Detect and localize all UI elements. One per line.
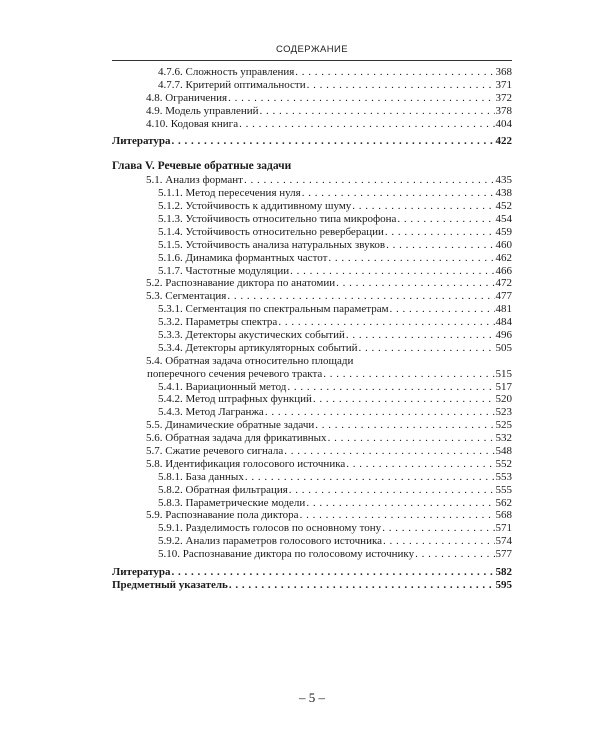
toc-entry-page: 520 — [495, 393, 512, 406]
leader-dots — [346, 329, 495, 342]
toc-entry-page: 484 — [495, 316, 512, 329]
toc-entry — [112, 316, 512, 329]
leader-dots — [386, 239, 494, 252]
toc-entry-page: 505 — [495, 341, 512, 354]
toc-entry-page: 368 — [495, 65, 512, 78]
leader-dots — [323, 368, 494, 381]
toc-entry — [112, 381, 512, 394]
leader-dots — [245, 471, 495, 484]
chapter-title: Глава V. Речевые обратные задачи — [112, 160, 292, 173]
leader-dots — [315, 419, 494, 432]
toc-entry-title: Литература — [112, 135, 171, 148]
toc-entry-title: 5.1.7. Частотные модуляции — [158, 264, 290, 277]
toc-entry-page: 523 — [495, 406, 512, 419]
leader-dots — [415, 548, 494, 561]
toc-entry-title: 5.1.4. Устойчивость относительно реверберации — [158, 225, 384, 238]
toc-entry-page: 378 — [495, 104, 512, 117]
toc-entry-page: 438 — [495, 187, 512, 200]
toc-entry — [112, 484, 512, 497]
toc-entry-title: 5.8.1. База данных — [158, 470, 244, 483]
toc-entry-title: 5.9. Распознавание пола диктора — [146, 509, 299, 522]
toc-entry — [112, 342, 512, 355]
leader-dots — [172, 135, 495, 148]
toc-entry — [112, 187, 512, 200]
toc-entry-page: 496 — [495, 329, 512, 342]
leader-dots — [328, 432, 495, 445]
toc-entry-page: 404 — [495, 117, 512, 130]
toc-entry — [112, 118, 512, 131]
toc-entry-page: 372 — [495, 91, 512, 104]
toc-entry-title: 5.8.2. Обратная фильтрация — [158, 483, 288, 496]
toc-entry-page: 459 — [495, 225, 512, 238]
leader-dots — [289, 484, 495, 497]
toc-entry-title: 4.9. Модель управлений — [146, 104, 259, 117]
toc-entry — [112, 265, 512, 278]
toc-entry — [112, 79, 512, 92]
leader-dots — [328, 252, 494, 265]
toc-entry — [112, 458, 512, 471]
leader-dots — [300, 509, 495, 522]
leader-dots — [265, 406, 495, 419]
leader-dots — [346, 458, 494, 471]
toc-entry-title: поперечного сечения речевого тракта — [147, 367, 323, 380]
leader-dots — [307, 79, 495, 92]
toc-entry — [112, 535, 512, 548]
toc-entry-title: 4.10. Кодовая книга — [146, 117, 239, 130]
toc-entry — [112, 290, 512, 303]
toc-entry — [112, 174, 512, 187]
chapter-heading — [112, 158, 512, 174]
toc-entry-page: 454 — [495, 213, 512, 225]
toc-entry — [112, 105, 512, 118]
toc-entry — [112, 419, 512, 432]
toc-entry-literature-4 — [112, 135, 512, 148]
leader-dots — [228, 92, 494, 105]
toc-entry-title: Литература — [112, 566, 171, 579]
toc-entry — [112, 92, 512, 105]
leader-dots — [295, 66, 494, 79]
toc-entry-title: 5.8. Идентификация голосового источника — [146, 457, 346, 470]
table-of-contents — [112, 66, 512, 592]
toc-entry — [112, 510, 512, 523]
toc-entry-page: 472 — [495, 277, 512, 290]
toc-entry — [112, 368, 512, 381]
toc-entry-page: 555 — [495, 483, 512, 496]
toc-entry — [112, 277, 512, 290]
toc-entry — [112, 471, 512, 484]
toc-entry — [112, 303, 512, 316]
leader-dots — [359, 342, 495, 355]
toc-entry-title: 5.1.5. Устойчивость анализа натуральных звуков — [158, 238, 386, 251]
toc-entry-title: 5.3.2. Параметры спектра — [158, 316, 278, 329]
toc-entry-page: 371 — [495, 78, 512, 91]
toc-entry-title: 5.5. Динамические обратные задачи — [146, 419, 315, 432]
leader-dots — [227, 290, 494, 303]
toc-entry-page: 452 — [495, 200, 512, 213]
toc-entry-page: 553 — [495, 470, 512, 483]
leader-dots — [278, 316, 494, 329]
toc-entry-title: 5.3.3. Детекторы акустических событий — [158, 329, 345, 342]
toc-entry-page: 574 — [495, 535, 512, 548]
toc-entry — [112, 522, 512, 535]
toc-entry-page: 571 — [495, 522, 512, 535]
toc-entry — [112, 393, 512, 406]
toc-entry-title: 5.3. Сегментация — [146, 290, 227, 303]
leader-dots — [302, 187, 495, 200]
toc-entry-page: 466 — [495, 264, 512, 277]
toc-entry-title: 4.8. Ограничения — [146, 91, 228, 104]
leader-dots — [352, 200, 494, 213]
toc-entry-title: 5.6. Обратная задача для фрикативных — [146, 432, 327, 445]
toc-entry-page: 460 — [495, 238, 512, 251]
toc-entry — [112, 252, 512, 265]
leader-dots — [172, 566, 495, 579]
toc-entry — [112, 355, 512, 368]
leader-dots — [313, 393, 495, 406]
leader-dots — [284, 445, 494, 458]
leader-dots — [244, 174, 495, 187]
toc-entry — [112, 213, 512, 226]
toc-entry — [112, 226, 512, 239]
toc-entry-page: 532 — [495, 432, 512, 445]
toc-entry-page: 477 — [495, 290, 512, 303]
leader-dots — [229, 579, 495, 592]
toc-entry — [112, 239, 512, 252]
toc-entry-title: 5.1.2. Устойчивость к аддитивному шуму — [158, 200, 352, 213]
toc-entry-page: 517 — [495, 380, 512, 393]
toc-entry-title: 5.3.1. Сегментация по спектральным параметрам — [158, 303, 389, 316]
toc-entry — [112, 329, 512, 342]
leader-dots — [390, 303, 495, 316]
toc-entry-title: 5.3.4. Детекторы артикуляторных событий — [158, 341, 358, 354]
toc-entry-page: 552 — [495, 457, 512, 470]
running-header: СОДЕРЖАНИЕ — [276, 44, 348, 55]
toc-entry-title: 5.2. Распознавание диктора по анатомии — [146, 277, 336, 290]
toc-entry-page: 595 — [495, 578, 512, 591]
toc-entry — [112, 200, 512, 213]
toc-entry-page: 462 — [495, 251, 512, 264]
leader-dots — [290, 265, 494, 278]
toc-entry-page: 422 — [495, 135, 512, 148]
toc-entry-title: 5.1.1. Метод пересечения нуля — [158, 187, 301, 200]
toc-entry-title: 4.7.7. Критерий оптимальности — [158, 78, 306, 91]
toc-entry-title: 5.8.3. Параметрические модели — [158, 496, 306, 509]
toc-entry-subject-index — [112, 579, 512, 592]
toc-entry-title: 5.4.3. Метод Лагранжа — [158, 406, 264, 419]
toc-entry-title: Предметный указатель — [112, 578, 228, 591]
toc-entry — [112, 66, 512, 79]
toc-entry-literature-5 — [112, 566, 512, 579]
toc-entry — [112, 548, 512, 561]
toc-entry — [112, 406, 512, 419]
leader-dots — [336, 277, 494, 290]
toc-entry-page: 582 — [495, 566, 512, 579]
leader-dots — [306, 497, 494, 510]
header-rule — [112, 60, 512, 61]
toc-entry-title: 5.1.3. Устойчивость относительно типа микрофона — [158, 213, 397, 225]
leader-dots — [397, 213, 494, 226]
toc-entry-title: 4.7.6. Сложность управления — [158, 65, 295, 78]
leader-dots — [239, 118, 494, 131]
toc-entry-title: 5.9.2. Анализ параметров голосового источника — [158, 535, 383, 548]
toc-entry-title: 5.1.6. Динамика формантных частот — [158, 251, 328, 264]
toc-entry-page: 515 — [495, 367, 512, 380]
toc-entry-page: 525 — [495, 419, 512, 432]
leader-dots — [385, 226, 495, 239]
toc-entry-page: 548 — [495, 445, 512, 458]
leader-dots — [383, 535, 494, 548]
toc-entry-title: 5.1. Анализ формант — [146, 174, 243, 187]
toc-entry-page: 562 — [495, 496, 512, 509]
toc-entry-title: 5.10. Распознавание диктора по голосовому источнику — [158, 548, 415, 561]
leader-dots — [260, 105, 495, 118]
toc-entry-page: 577 — [495, 548, 512, 561]
toc-entry — [112, 497, 512, 510]
toc-entry-title: 5.4.1. Вариационный метод — [158, 380, 287, 393]
toc-entry-page: 435 — [495, 174, 512, 187]
toc-entry-title: 5.4. Обратная задача относительно площади — [146, 354, 354, 367]
leader-dots — [287, 381, 494, 394]
toc-entry-page: 481 — [495, 303, 512, 316]
page-number: – 5 – — [299, 690, 325, 705]
toc-entry-title: 5.4.2. Метод штрафных функций — [158, 393, 312, 406]
toc-entry — [112, 432, 512, 445]
toc-entry-title: 5.9.1. Разделимость голосов по основному тону — [158, 522, 382, 535]
toc-entry-page: 568 — [495, 509, 512, 522]
leader-dots — [382, 522, 494, 535]
toc-top-entries — [112, 66, 512, 130]
toc-entry-title: 5.7. Сжатие речевого сигнала — [146, 445, 284, 458]
toc-entry — [112, 445, 512, 458]
toc-main-entries — [112, 174, 512, 561]
